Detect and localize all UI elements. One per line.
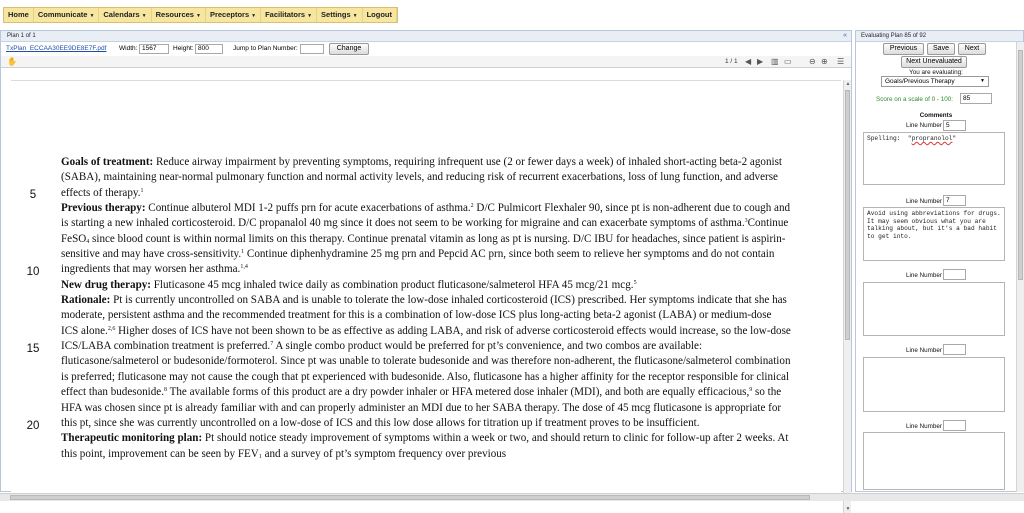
- rationale-text: Higher doses of ICS have not been shown to be as effective as adding LABA, and risk of adverse corticosteroid effects would increase, so the low-dose ICS/LABA combination treatment is preferred.: [61, 324, 791, 353]
- reference-superscript: 1: [241, 249, 245, 256]
- jump-input[interactable]: [300, 44, 324, 54]
- previous-page-icon[interactable]: ◀: [745, 57, 752, 66]
- evaluating-value: Goals/Previous Therapy: [885, 78, 955, 85]
- reference-superscript: 2,6: [107, 325, 116, 332]
- subscript: 1: [258, 453, 262, 460]
- comment-textarea-3[interactable]: [863, 282, 1005, 336]
- menu-settings-label: Settings: [321, 10, 351, 19]
- previous-therapy-text: Continue FeSO: [61, 217, 789, 245]
- next-page-icon[interactable]: ▶: [757, 57, 764, 66]
- caret-down-icon: ▼: [141, 13, 147, 19]
- hand-tool-icon[interactable]: ✋: [7, 57, 17, 66]
- menu-communicate-label: Communicate: [37, 10, 88, 19]
- comment-text: Spelling: ": [867, 135, 912, 142]
- menu-facilitators[interactable]: [261, 8, 317, 22]
- line-number-input-3[interactable]: [943, 269, 966, 280]
- pdf-viewer-toolbar: [1, 56, 851, 68]
- main-menu-bar: [3, 7, 398, 23]
- pdf-document-page: [11, 80, 841, 513]
- save-button[interactable]: Save: [927, 43, 955, 55]
- treatment-plan-text: [61, 155, 791, 462]
- menu-calendars[interactable]: [99, 8, 151, 22]
- menu-facilitators-label: Facilitators: [265, 10, 306, 19]
- width-input[interactable]: 1567: [139, 44, 169, 54]
- rationale-paragraph: [61, 293, 791, 431]
- comment-textarea-2[interactable]: Avoid using abbreviations for drugs. It may seem obvious what you are talking about, but it's a bad habit to get into.: [863, 207, 1005, 261]
- monitoring-text: and a survey of pt’s symptom frequency over previous: [261, 447, 507, 460]
- rationale-text: The available forms of this product are a dry powder inhaler or HFA metered dose inhaler (MDI), and both are equally efficacious,: [167, 386, 750, 399]
- chevron-down-icon: ▼: [980, 78, 985, 84]
- line-number-10: 10: [26, 266, 40, 278]
- reference-superscript: 2: [470, 203, 474, 210]
- menu-home-label: Home: [8, 10, 29, 19]
- rationale-heading: Rationale:: [61, 294, 111, 307]
- comment-text: ": [952, 135, 957, 142]
- line-number-label: Line Number: [905, 198, 943, 205]
- plan-count-label: Plan 1 of 1: [7, 33, 36, 39]
- comment-textarea-5[interactable]: [863, 432, 1005, 490]
- goals-heading: Goals of treatment:: [61, 156, 154, 168]
- new-drug-therapy-text: Fluticasone 45 mcg inhaled twice daily as combination product fluticasone/salmeterol HFA 45 mcg/21 mcg.: [150, 278, 634, 291]
- line-number-input-2[interactable]: 7: [943, 195, 966, 206]
- caret-down-icon: ▼: [195, 13, 201, 19]
- menu-communicate[interactable]: [34, 8, 100, 22]
- rationale-text: A single combo product would be preferred for pt’s convenience, and two combos are available: fluticasone/salmeterol or budesonide/formoterol. Since pt was unable to tolerate budesonide and was therefore non-adherent, the fluticasone/salmeterol combination is preferred; fluticasone may not cause the cough that pt experienced with budesonide. Also, fluticasone has a higher affinity for the receptor responsible for clinical effect than budesonide.: [61, 340, 791, 399]
- caret-down-icon: ▼: [89, 13, 95, 19]
- evaluation-header: Evaluating Plan 85 of 92: [856, 31, 1023, 42]
- line-number-input-1[interactable]: 5: [943, 120, 966, 131]
- top-navigation: [0, 0, 1024, 28]
- subscript: 4: [86, 238, 90, 245]
- misspelled-word: propranolol: [911, 135, 953, 142]
- zoom-in-icon[interactable]: ⊕: [821, 57, 828, 66]
- width-label: Width:: [119, 45, 138, 52]
- menu-calendars-label: Calendars: [103, 10, 140, 19]
- scroll-down-icon[interactable]: ▼: [845, 506, 851, 512]
- menu-home[interactable]: [4, 8, 34, 22]
- previous-therapy-text: Continue albuterol MDI 1-2 puffs prn for acute exacerbations of asthma.: [145, 202, 471, 215]
- monitoring-heading: Therapeutic monitoring plan:: [61, 432, 203, 445]
- goals-text: Reduce airway impairment by preventing symptoms, requiring infrequent use (2 or fewer days a week) of inhaled short-acting beta-2 agonist (SABA), maintaining near-normal pulmonary function and normal activity levels, and reducing risk of recurrent exacerbations, loss of lung function, and adverse effects of therapy.: [61, 156, 782, 199]
- evaluation-pane: [855, 30, 1024, 492]
- height-label: Height:: [173, 45, 194, 52]
- line-number-15: 15: [26, 343, 40, 355]
- page-view-icon[interactable]: ▥: [771, 57, 779, 66]
- reference-superscript: 3: [744, 218, 748, 225]
- reference-superscript: 1,4: [240, 264, 248, 271]
- monitoring-paragraph: [61, 431, 791, 462]
- menu-icon[interactable]: ☰: [837, 57, 845, 66]
- monitoring-text: Pt should notice steady improvement of symptoms within a week or two, and should return to clinic for follow-up after 2 weeks. At this point, improvement can be seen by FEV: [61, 432, 789, 460]
- evaluating-select[interactable]: [881, 76, 989, 87]
- new-drug-therapy-paragraph: [61, 278, 791, 293]
- score-label: Score on a scale of 0 - 100:: [876, 96, 954, 103]
- menu-logout-label: Logout: [366, 10, 392, 19]
- previous-therapy-heading: Previous therapy:: [61, 202, 146, 215]
- horizontal-scrollbar[interactable]: [0, 493, 1024, 501]
- menu-resources-label: Resources: [155, 10, 194, 19]
- rationale-text: Pt is currently uncontrolled on SABA and is unable to tolerate the low-dose inhaled corticosteroid (ICS) prescribed. Her symptoms indicate that she has moderate, persistent asthma and the recommended treatment for this is a combination of low-dose ICS plus long-acting beta-2 agonist (LABA) or medium-dose ICS alone.: [61, 294, 787, 337]
- caret-down-icon: ▼: [352, 13, 358, 19]
- next-unevaluated-button[interactable]: Next Unevaluated: [901, 56, 967, 68]
- line-number-5: 5: [29, 189, 37, 201]
- comments-label: Comments: [919, 112, 953, 119]
- scrollbar-thumb[interactable]: [1018, 50, 1023, 280]
- menu-settings[interactable]: [317, 8, 363, 22]
- line-number-label: Line Number: [905, 423, 943, 430]
- jump-label: Jump to Plan Number:: [233, 45, 298, 52]
- previous-button[interactable]: Previous: [883, 43, 924, 55]
- document-scrollbar[interactable]: [843, 80, 851, 513]
- collapse-icon[interactable]: «: [843, 32, 847, 39]
- goals-paragraph: [61, 155, 791, 201]
- previous-therapy-text: D/C Pulmicort Flexhaler 90, since pt is non-adherent due to cough and is starting a new inhaled corticosteroid. D/C propanalol 40 mg since it does not seem to be working for migraine and can exacerbate symptoms of asthma.: [61, 202, 791, 230]
- plan-viewer-pane: [0, 30, 852, 512]
- change-button[interactable]: Change: [329, 43, 369, 55]
- menu-resources[interactable]: [152, 8, 206, 22]
- line-number-label: Line Number: [905, 272, 943, 279]
- caret-down-icon: ▼: [307, 13, 313, 19]
- evaluating-label: You are evaluating:: [909, 69, 963, 76]
- fit-page-icon[interactable]: ▭: [784, 57, 792, 66]
- menu-preceptors[interactable]: [206, 8, 261, 22]
- line-number-input-5[interactable]: [943, 420, 966, 431]
- pdf-file-link[interactable]: TxPlan_ECCAA30EE9DE8E7F.pdf: [6, 45, 107, 52]
- line-number-20: 20: [26, 420, 40, 432]
- zoom-out-icon[interactable]: ⊖: [809, 57, 816, 66]
- scroll-up-icon[interactable]: ▲: [845, 81, 851, 87]
- score-input[interactable]: 85: [960, 93, 992, 104]
- comment-textarea-4[interactable]: [863, 357, 1005, 412]
- previous-therapy-text: Continue diphenhydramine 25 mg prn and Pepcid AC prn, since both seem to relieve her symptoms and do not contain ingredients that may worsen her asthma.: [61, 248, 775, 276]
- height-input[interactable]: 800: [195, 44, 223, 54]
- rationale-text: so the HFA was chosen since pt is already familiar with and can properly administer an MDI due to her SABA therapy. The dose of 45 mcg fluticasone is appropriate for this pt, since she was currently uncontrolled on a low-dose of ICS and this low dose allows for titration up if treatment proves to be insufficient.: [61, 386, 782, 429]
- page-indicator: 1 / 1: [725, 58, 738, 65]
- line-number-label: Line Number: [905, 122, 943, 129]
- evaluation-scrollbar[interactable]: [1016, 42, 1024, 492]
- scrollbar-thumb[interactable]: [845, 90, 850, 340]
- new-drug-therapy-heading: New drug therapy:: [61, 278, 151, 291]
- reference-superscript: 1: [140, 187, 144, 194]
- reference-superscript: 8: [164, 387, 167, 394]
- menu-logout[interactable]: [363, 8, 397, 22]
- next-button[interactable]: Next: [958, 43, 986, 55]
- comment-textarea-1[interactable]: [863, 132, 1005, 185]
- reference-superscript: 7: [270, 341, 274, 348]
- reference-superscript: 5: [633, 279, 637, 286]
- line-number-label: Line Number: [905, 347, 943, 354]
- line-number-input-4[interactable]: [943, 344, 966, 355]
- caret-down-icon: ▼: [251, 13, 257, 19]
- previous-therapy-text: since blood count is within normal limits on this therapy. Continue prenatal vitamin as long as pt is nursing. D/C IBU for headaches, since patient is aspirin-sensitive and may have cross-sensitivity.: [61, 232, 786, 261]
- plan-viewer-header: [1, 31, 851, 42]
- previous-therapy-paragraph: [61, 201, 791, 278]
- menu-preceptors-label: Preceptors: [209, 10, 250, 19]
- scrollbar-thumb[interactable]: [10, 495, 810, 500]
- file-toolbar: [1, 42, 851, 56]
- reference-superscript: 9: [749, 387, 753, 394]
